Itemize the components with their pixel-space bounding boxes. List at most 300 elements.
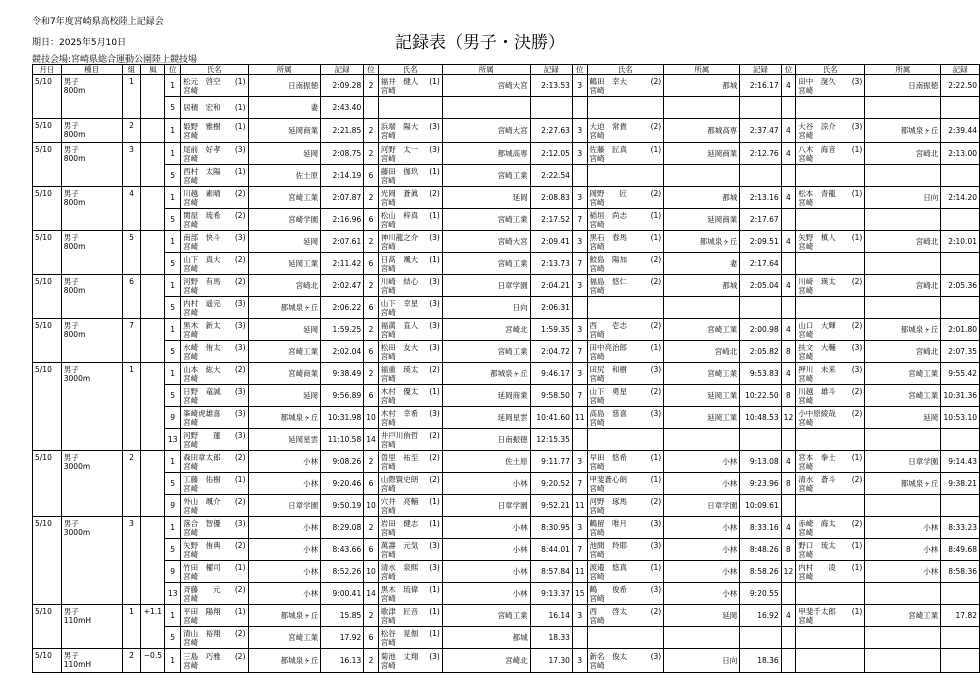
event-distance: 110mH bbox=[63, 616, 92, 625]
athlete-grade: (2) bbox=[234, 628, 246, 638]
empty-cell bbox=[865, 209, 941, 231]
athlete-cell bbox=[378, 253, 442, 275]
athlete-grade: (2) bbox=[650, 496, 662, 506]
heat-number: 1 bbox=[122, 363, 141, 451]
athlete-name: 森田章太郎 bbox=[183, 452, 221, 462]
athlete-grade: (2) bbox=[650, 276, 662, 286]
record: 2:16.17 bbox=[740, 75, 781, 97]
place: 2 bbox=[364, 517, 379, 539]
column-header: 記録 bbox=[740, 65, 781, 75]
results-body bbox=[33, 75, 980, 673]
athlete-cell bbox=[181, 231, 248, 253]
empty-cell bbox=[941, 209, 980, 231]
record: 2:04.21 bbox=[530, 275, 572, 297]
column-header: 位 bbox=[165, 65, 181, 75]
table-row bbox=[33, 297, 980, 319]
table-row bbox=[33, 97, 980, 119]
place: 3 bbox=[572, 143, 587, 165]
team: 妻 bbox=[248, 97, 321, 119]
athlete-cell bbox=[378, 119, 442, 143]
athlete-cell bbox=[181, 451, 248, 473]
heat-number: 3 bbox=[122, 143, 141, 187]
athlete-cell bbox=[587, 231, 664, 253]
athlete-region: 宮崎 bbox=[589, 130, 605, 140]
team: 佐土原 bbox=[442, 451, 530, 473]
athlete-grade: (1) bbox=[650, 452, 662, 462]
empty-cell bbox=[781, 429, 796, 451]
athlete-name: 福井 健人 bbox=[380, 76, 419, 86]
place: 7 bbox=[572, 341, 587, 363]
athlete-region: 宮崎 bbox=[798, 549, 814, 559]
athlete-region: 宮崎 bbox=[380, 307, 396, 317]
place: 3 bbox=[572, 275, 587, 297]
event-distance: 3000m bbox=[63, 528, 91, 537]
athlete-grade: (1) bbox=[851, 232, 863, 242]
athlete-cell bbox=[796, 319, 865, 341]
athlete-region: 宮崎 bbox=[380, 285, 396, 295]
athlete-name: 野口 琉太 bbox=[798, 540, 836, 550]
team: 都城泉ヶ丘 bbox=[865, 473, 941, 495]
place: 5 bbox=[165, 297, 181, 319]
athlete-line bbox=[590, 321, 662, 330]
athlete-region: 宮崎 bbox=[589, 197, 605, 207]
athlete-name: 松田 友大 bbox=[380, 342, 419, 352]
team: 宮崎工業 bbox=[865, 385, 941, 407]
athlete-grade: (3) bbox=[429, 121, 440, 131]
athlete-line bbox=[798, 563, 862, 572]
place: 13 bbox=[165, 429, 181, 451]
place: 5 bbox=[165, 165, 181, 187]
athlete-region: 宮崎 bbox=[380, 197, 396, 207]
place: 6 bbox=[364, 297, 379, 319]
athlete-grade: (3) bbox=[851, 364, 863, 374]
place: 3 bbox=[572, 649, 587, 673]
athlete-grade: (1) bbox=[650, 210, 662, 220]
athlete-region: 宮崎 bbox=[589, 373, 605, 383]
athlete-cell bbox=[378, 495, 442, 517]
team: 都城 bbox=[664, 275, 740, 297]
athlete-region: 宮崎 bbox=[798, 417, 814, 427]
athlete-name: 平田 陽翔 bbox=[183, 606, 221, 616]
place: 8 bbox=[781, 473, 796, 495]
event-date: 5/10 bbox=[33, 451, 62, 517]
team: 宮崎北 bbox=[865, 341, 941, 363]
athlete-grade: (1) bbox=[429, 166, 440, 176]
athlete-line bbox=[183, 387, 245, 396]
table-row bbox=[33, 451, 980, 473]
athlete-region: 宮崎 bbox=[380, 637, 396, 647]
wind-reading bbox=[141, 119, 165, 143]
athlete-region: 宮崎 bbox=[380, 417, 396, 427]
place: 8 bbox=[781, 539, 796, 561]
team: 小林 bbox=[248, 561, 321, 583]
event-gender: 男子 bbox=[63, 365, 79, 374]
record: 10:09.61 bbox=[740, 495, 781, 517]
team: 都城 bbox=[442, 627, 530, 649]
empty-cell bbox=[941, 649, 980, 673]
team: 小林 bbox=[664, 517, 740, 539]
team: 日向 bbox=[442, 297, 530, 319]
column-header: 月日 bbox=[33, 65, 62, 75]
team: 小林 bbox=[865, 517, 941, 539]
place: 13 bbox=[165, 583, 181, 605]
athlete-region: 宮崎 bbox=[380, 263, 396, 273]
place: 10 bbox=[364, 407, 379, 429]
athlete-line bbox=[183, 497, 245, 506]
empty-cell bbox=[442, 97, 530, 119]
empty-cell bbox=[781, 495, 796, 517]
record: 9:20.55 bbox=[740, 583, 781, 605]
athlete-region: 宮崎 bbox=[183, 637, 199, 647]
athlete-grade: (3) bbox=[234, 232, 246, 242]
event-name bbox=[61, 275, 122, 319]
athlete-region: 宮崎 bbox=[380, 571, 396, 581]
record: 2:22.50 bbox=[941, 75, 980, 97]
athlete-name: 光岡 蒼眞 bbox=[380, 188, 419, 198]
athlete-cell bbox=[181, 495, 248, 517]
team: 延岡工業 bbox=[664, 385, 740, 407]
place: 6 bbox=[364, 627, 379, 649]
athlete-region: 宮崎 bbox=[183, 175, 199, 185]
heat-number: 5 bbox=[122, 231, 141, 275]
athlete-name: 内村 凌 bbox=[798, 562, 836, 572]
athlete-grade: (2) bbox=[429, 430, 440, 440]
athlete-cell bbox=[181, 627, 248, 649]
athlete-name: 木村 優太 bbox=[380, 386, 419, 396]
athlete-name: 藤田 伽玖 bbox=[380, 166, 419, 176]
table-header-row bbox=[33, 65, 980, 75]
team: 延岡 bbox=[865, 407, 941, 429]
athlete-grade: (2) bbox=[650, 386, 662, 396]
record: 2:17.67 bbox=[740, 209, 781, 231]
empty-cell bbox=[796, 583, 865, 605]
athlete-line bbox=[381, 321, 440, 330]
athlete-cell bbox=[378, 473, 442, 495]
athlete-grade: (1) bbox=[234, 103, 246, 112]
place: 4 bbox=[781, 319, 796, 341]
team: 日章学園 bbox=[664, 495, 740, 517]
athlete-cell bbox=[378, 319, 442, 341]
athlete-grade: (1) bbox=[234, 166, 246, 176]
team: 小林 bbox=[248, 583, 321, 605]
athlete-cell bbox=[378, 561, 442, 583]
athlete-line bbox=[590, 607, 662, 616]
team: 延岡 bbox=[248, 143, 321, 165]
place: 2 bbox=[364, 451, 379, 473]
team: 延岡 bbox=[664, 605, 740, 627]
empty-cell bbox=[740, 297, 781, 319]
place: 5 bbox=[165, 97, 181, 119]
event-name bbox=[61, 649, 122, 673]
athlete-grade: (3) bbox=[429, 232, 440, 242]
athlete-grade: (2) bbox=[851, 276, 863, 286]
athlete-name: 鶴留 唯月 bbox=[589, 518, 627, 528]
place: 10 bbox=[364, 495, 379, 517]
athlete-line bbox=[590, 541, 662, 550]
athlete-region: 宮崎 bbox=[380, 505, 396, 515]
record: 10:41.60 bbox=[530, 407, 572, 429]
athlete-line bbox=[798, 343, 862, 352]
record: 2:17.64 bbox=[740, 253, 781, 275]
record: 1:59.35 bbox=[530, 319, 572, 341]
athlete-name: 居積 宏和 bbox=[183, 103, 221, 112]
athlete-cell bbox=[181, 341, 248, 363]
team: 小林 bbox=[664, 583, 740, 605]
record: 8:57.84 bbox=[530, 561, 572, 583]
empty-cell bbox=[664, 627, 740, 649]
athlete-region: 宮崎 bbox=[589, 153, 605, 163]
athlete-line bbox=[798, 409, 862, 418]
athlete-line bbox=[590, 145, 662, 154]
record: 9:46.17 bbox=[530, 363, 572, 385]
athlete-name: 山下 幸星 bbox=[380, 298, 419, 308]
event-name bbox=[61, 363, 122, 451]
table-row bbox=[33, 165, 980, 187]
athlete-cell bbox=[378, 583, 442, 605]
athlete-name: 岩田 健志 bbox=[380, 518, 419, 528]
athlete-name: 松谷 晃伽 bbox=[380, 628, 419, 638]
column-header: 所属 bbox=[865, 65, 941, 75]
table-row bbox=[33, 253, 980, 275]
athlete-name: 山際賢史朗 bbox=[380, 474, 419, 484]
event-gender: 男子 bbox=[63, 145, 79, 154]
athlete-cell bbox=[796, 75, 865, 97]
wind-reading bbox=[141, 275, 165, 319]
record: 2:01.80 bbox=[941, 319, 980, 341]
record: 8:58.26 bbox=[740, 561, 781, 583]
heat-number: 7 bbox=[122, 319, 141, 363]
place: 4 bbox=[781, 275, 796, 297]
athlete-region: 宮崎 bbox=[183, 461, 199, 471]
athlete-line bbox=[183, 145, 245, 154]
athlete-name: 押川 未来 bbox=[798, 364, 836, 374]
athlete-name: 松元 啓空 bbox=[183, 76, 221, 86]
record: 8:48.26 bbox=[740, 539, 781, 561]
place: 2 bbox=[364, 143, 379, 165]
wind-reading bbox=[141, 187, 165, 231]
athlete-region: 宮崎 bbox=[183, 439, 199, 449]
event-gender: 男子 bbox=[63, 519, 79, 528]
record: 8:43.66 bbox=[321, 539, 364, 561]
place: 2 bbox=[364, 75, 379, 97]
athlete-grade: (2) bbox=[234, 188, 246, 198]
empty-cell bbox=[530, 97, 572, 119]
record: 9:14.43 bbox=[941, 451, 980, 473]
athlete-grade: (2) bbox=[650, 121, 662, 131]
meet-date: 期日：2025年5月10日 bbox=[32, 38, 127, 48]
athlete-cell bbox=[181, 583, 248, 605]
wind-reading bbox=[141, 363, 165, 451]
record: 2:06.31 bbox=[530, 297, 572, 319]
team: 延岡星雲 bbox=[442, 407, 530, 429]
athlete-cell bbox=[587, 187, 664, 209]
place: 1 bbox=[165, 517, 181, 539]
place: 1 bbox=[165, 363, 181, 385]
athlete-line bbox=[183, 255, 245, 264]
athlete-name: 曽里 祐至 bbox=[380, 452, 419, 462]
meet-venue: 競技会場:宮崎県総合運動公園陸上競技場 bbox=[32, 55, 198, 65]
record: 16.13 bbox=[321, 649, 364, 673]
record: 9:38.49 bbox=[321, 363, 364, 385]
event-name bbox=[61, 451, 122, 517]
place: 1 bbox=[165, 451, 181, 473]
athlete-name: 黒石 春馬 bbox=[589, 232, 627, 242]
athlete-grade: (2) bbox=[650, 188, 662, 198]
empty-cell bbox=[865, 165, 941, 187]
athlete-name: 鶴 俊希 bbox=[589, 584, 627, 594]
team: 小林 bbox=[442, 517, 530, 539]
athlete-region: 宮崎 bbox=[798, 571, 814, 581]
athlete-cell bbox=[587, 275, 664, 297]
place: 2 bbox=[364, 319, 379, 341]
empty-cell bbox=[796, 429, 865, 451]
athlete-name: 池間 羚耶 bbox=[589, 540, 627, 550]
event-name bbox=[61, 231, 122, 275]
athlete-name: 井戸川侑哲 bbox=[380, 430, 419, 440]
athlete-grade: (1) bbox=[234, 606, 246, 616]
athlete-name: 宮本 拳士 bbox=[798, 452, 836, 462]
team: 都城 bbox=[664, 75, 740, 97]
athlete-line bbox=[590, 77, 662, 86]
place: 4 bbox=[781, 363, 796, 385]
athlete-cell bbox=[181, 539, 248, 561]
table-row bbox=[33, 649, 980, 673]
athlete-line bbox=[590, 233, 662, 242]
athlete-cell bbox=[181, 97, 248, 119]
team: 小林 bbox=[664, 473, 740, 495]
athlete-cell bbox=[378, 649, 442, 673]
team: 宮崎北 bbox=[865, 143, 941, 165]
event-distance: 800m bbox=[63, 286, 86, 295]
athlete-cell bbox=[587, 363, 664, 385]
place: 4 bbox=[781, 119, 796, 143]
athlete-line bbox=[381, 233, 440, 242]
team: 延岡 bbox=[442, 187, 530, 209]
athlete-name: 高島 慈喜 bbox=[589, 408, 627, 418]
athlete-grade: (3) bbox=[429, 342, 440, 352]
wind-reading bbox=[141, 231, 165, 275]
column-header: 組 bbox=[122, 65, 141, 75]
record: 9:20.46 bbox=[321, 473, 364, 495]
athlete-region: 宮崎 bbox=[798, 130, 814, 140]
athlete-name: 浜端 陽大 bbox=[380, 121, 419, 131]
athlete-name: 姫野 雅樹 bbox=[183, 121, 221, 131]
athlete-grade: (3) bbox=[429, 651, 440, 661]
athlete-cell bbox=[378, 429, 442, 451]
athlete-cell bbox=[587, 517, 664, 539]
athlete-region: 宮崎 bbox=[589, 285, 605, 295]
athlete-region: 宮崎 bbox=[589, 241, 605, 251]
empty-cell bbox=[865, 97, 941, 119]
empty-cell bbox=[664, 165, 740, 187]
athlete-cell bbox=[181, 253, 248, 275]
athlete-cell bbox=[587, 561, 664, 583]
team: 宮崎大宮 bbox=[442, 75, 530, 97]
athlete-region: 宮崎 bbox=[589, 263, 605, 273]
event-date: 5/10 bbox=[33, 517, 62, 605]
athlete-cell bbox=[796, 451, 865, 473]
athlete-cell bbox=[378, 605, 442, 627]
athlete-region: 宮崎 bbox=[589, 549, 605, 559]
empty-cell bbox=[740, 165, 781, 187]
place: 12 bbox=[781, 561, 796, 583]
athlete-grade: (3) bbox=[650, 651, 662, 661]
place: 1 bbox=[165, 187, 181, 209]
record: 2:09.28 bbox=[321, 75, 364, 97]
athlete-region: 宮崎 bbox=[798, 329, 814, 339]
athlete-region: 宮崎 bbox=[589, 660, 605, 670]
athlete-grade: (1) bbox=[650, 474, 662, 484]
place: 6 bbox=[364, 385, 379, 407]
team: 延岡商業 bbox=[664, 143, 740, 165]
heat-number: 1 bbox=[122, 605, 141, 649]
athlete-region: 宮崎 bbox=[798, 527, 814, 537]
record: 2:12.76 bbox=[740, 143, 781, 165]
athlete-name: 川﨑 瑛太 bbox=[798, 276, 836, 286]
event-distance: 3000m bbox=[63, 374, 91, 383]
place: 11 bbox=[572, 495, 587, 517]
athlete-line bbox=[183, 167, 245, 176]
team: 延岡工業 bbox=[248, 253, 321, 275]
athlete-name: 峯崎虎雄喜 bbox=[183, 408, 221, 418]
event-distance: 800m bbox=[63, 330, 86, 339]
athlete-cell bbox=[587, 385, 664, 407]
athlete-line bbox=[590, 365, 662, 374]
record: 10:31.36 bbox=[941, 385, 980, 407]
athlete-region: 宮崎 bbox=[380, 593, 396, 603]
athlete-name: 菊池 丈翔 bbox=[380, 651, 419, 661]
empty-cell bbox=[865, 253, 941, 275]
athlete-grade: (1) bbox=[234, 76, 246, 86]
place: 3 bbox=[572, 517, 587, 539]
place: 3 bbox=[572, 451, 587, 473]
athlete-region: 宮崎 bbox=[183, 615, 199, 625]
athlete-region: 宮崎 bbox=[589, 593, 605, 603]
athlete-line bbox=[381, 343, 440, 352]
place: 8 bbox=[781, 385, 796, 407]
team: 日向 bbox=[865, 187, 941, 209]
athlete-line bbox=[183, 77, 245, 86]
place: 1 bbox=[165, 143, 181, 165]
place: 7 bbox=[572, 253, 587, 275]
athlete-region: 宮崎 bbox=[589, 219, 605, 229]
athlete-grade: (1) bbox=[650, 562, 662, 572]
team: 小林 bbox=[865, 539, 941, 561]
athlete-cell bbox=[378, 231, 442, 253]
athlete-name: 木村 幸希 bbox=[380, 408, 419, 418]
empty-cell bbox=[572, 97, 587, 119]
athlete-line bbox=[183, 652, 245, 661]
athlete-name: 稲垣 尚志 bbox=[589, 210, 627, 220]
athlete-cell bbox=[378, 627, 442, 649]
athlete-grade: (3) bbox=[429, 144, 440, 154]
athlete-grade: (1) bbox=[851, 606, 863, 616]
table-row bbox=[33, 583, 980, 605]
event-gender: 男子 bbox=[63, 453, 79, 462]
athlete-line bbox=[381, 652, 440, 661]
athlete-region: 宮崎 bbox=[798, 285, 814, 295]
record: 10:22.50 bbox=[740, 385, 781, 407]
empty-cell bbox=[941, 429, 980, 451]
athlete-cell bbox=[181, 649, 248, 673]
event-gender: 男子 bbox=[63, 607, 79, 616]
athlete-grade: (2) bbox=[851, 386, 863, 396]
athlete-line bbox=[183, 453, 245, 462]
athlete-region: 宮崎 bbox=[380, 615, 396, 625]
empty-cell bbox=[941, 495, 980, 517]
athlete-region: 宮崎 bbox=[380, 153, 396, 163]
empty-cell bbox=[781, 649, 796, 673]
